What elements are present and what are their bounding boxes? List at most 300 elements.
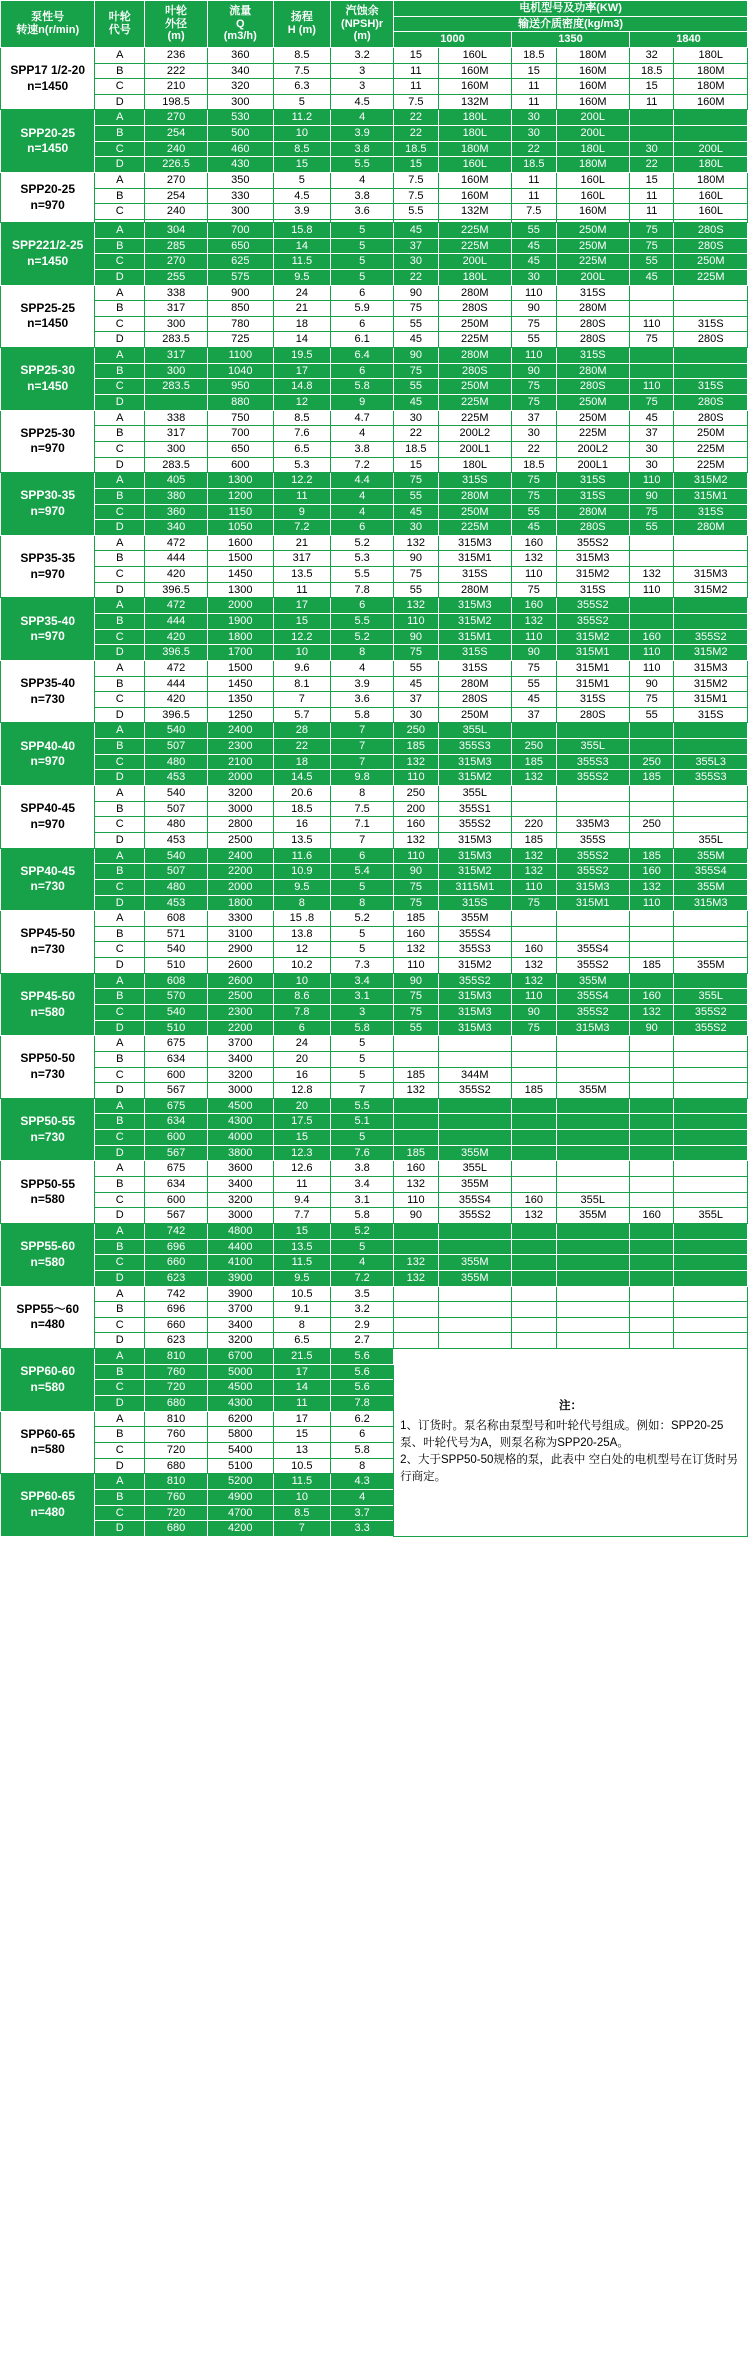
motor-model-1840 (674, 801, 748, 817)
impeller-diameter: 472 (145, 598, 208, 614)
impeller-diameter: 396.5 (145, 582, 208, 598)
motor-model-1000: 225M (438, 238, 511, 254)
npsh-value: 8 (331, 786, 394, 802)
motor-model-1000 (438, 1051, 511, 1067)
head-value: 18 (273, 754, 331, 770)
motor-model-1350: 280S (556, 379, 629, 395)
motor-power-1000 (394, 1286, 439, 1302)
table-row (1, 926, 748, 942)
th-density-title: 输送介质密度(kg/m3) (394, 16, 748, 32)
motor-model-1000: 225M (438, 410, 511, 426)
impeller-diameter: 317 (145, 348, 208, 364)
motor-power-1350: 15 (512, 63, 557, 79)
impeller-code: A (95, 1474, 145, 1490)
motor-model-1000: 315S (438, 660, 511, 676)
impeller-diameter: 810 (145, 1411, 208, 1427)
motor-model-1000: 160M (438, 173, 511, 189)
motor-power-1350: 22 (512, 141, 557, 157)
motor-model-1840: 315M2 (674, 473, 748, 489)
table-row (1, 1098, 748, 1114)
motor-model-1840 (674, 1114, 748, 1130)
table-row (1, 379, 748, 395)
npsh-value: 4 (331, 110, 394, 126)
npsh-value: 4 (331, 1489, 394, 1505)
motor-model-1350: 355S2 (556, 1005, 629, 1021)
motor-power-1350: 132 (512, 613, 557, 629)
npsh-value: 5.2 (331, 1223, 394, 1239)
table-row (1, 1192, 748, 1208)
flow-value: 700 (208, 222, 274, 238)
flow-value: 700 (208, 426, 274, 442)
motor-model-1000: 180L (438, 457, 511, 473)
impeller-code: C (95, 1255, 145, 1271)
motor-model-1840: 355M (674, 958, 748, 974)
flow-value: 3900 (208, 1270, 274, 1286)
head-value: 11 (273, 1396, 331, 1412)
motor-power-1350 (512, 911, 557, 927)
impeller-code: A (95, 173, 145, 189)
motor-power-1000: 37 (394, 692, 439, 708)
impeller-code: A (95, 1161, 145, 1177)
impeller-diameter: 507 (145, 801, 208, 817)
npsh-value: 8 (331, 1458, 394, 1474)
motor-model-1000: 315S (438, 895, 511, 911)
pump-model-name: SPP35-35 (20, 550, 76, 565)
head-value: 9.5 (273, 879, 331, 895)
table-row (1, 895, 748, 911)
motor-power-1000: 132 (394, 535, 439, 551)
motor-power-1840: 55 (629, 254, 674, 270)
motor-power-1840: 30 (629, 141, 674, 157)
th-impeller-diameter-line3: (m) (167, 30, 185, 43)
pump-model-speed: n=730 (30, 1067, 65, 1082)
npsh-value: 3.9 (331, 676, 394, 692)
motor-power-1350: 110 (512, 567, 557, 583)
table-row (1, 1130, 748, 1146)
th-flow (208, 1, 274, 48)
head-value: 17 (273, 1411, 331, 1427)
table-row (1, 707, 748, 723)
motor-model-1350 (556, 1270, 629, 1286)
table-row (1, 582, 748, 598)
flow-value: 3800 (208, 1145, 274, 1161)
motor-power-1350 (512, 1067, 557, 1083)
flow-value: 4700 (208, 1505, 274, 1521)
motor-power-1000: 250 (394, 786, 439, 802)
impeller-diameter: 444 (145, 613, 208, 629)
impeller-code: A (95, 410, 145, 426)
impeller-diameter: 675 (145, 1098, 208, 1114)
motor-model-1350: 160L (556, 173, 629, 189)
motor-power-1000: 30 (394, 254, 439, 270)
motor-power-1350: 185 (512, 1083, 557, 1099)
flow-value: 3400 (208, 1317, 274, 1333)
npsh-value: 3.8 (331, 441, 394, 457)
motor-power-1840 (629, 1051, 674, 1067)
motor-model-1840: 315S (674, 379, 748, 395)
motor-power-1350: 132 (512, 551, 557, 567)
impeller-code: C (95, 629, 145, 645)
motor-power-1840 (629, 1317, 674, 1333)
th-density-1350: 1350 (512, 32, 630, 48)
motor-power-1840: 185 (629, 958, 674, 974)
motor-model-1000: 315M3 (438, 832, 511, 848)
flow-value: 300 (208, 204, 274, 220)
impeller-diameter: 567 (145, 1208, 208, 1224)
flow-value: 4500 (208, 1380, 274, 1396)
npsh-value: 3.7 (331, 1505, 394, 1521)
impeller-diameter: 300 (145, 441, 208, 457)
motor-model-1350: 355S2 (556, 613, 629, 629)
head-value: 13.5 (273, 832, 331, 848)
impeller-diameter: 634 (145, 1177, 208, 1193)
npsh-value: 3.5 (331, 1286, 394, 1302)
table-row (1, 1333, 748, 1349)
motor-model-1840 (674, 739, 748, 755)
npsh-value: 5 (331, 269, 394, 285)
head-value: 11.5 (273, 254, 331, 270)
motor-model-1000: 160M (438, 79, 511, 95)
impeller-code: B (95, 676, 145, 692)
motor-power-1350: 160 (512, 1192, 557, 1208)
npsh-value: 3.2 (331, 47, 394, 63)
npsh-value: 4 (331, 504, 394, 520)
table-row (1, 1270, 748, 1286)
pump-model-cell (1, 1036, 95, 1099)
flow-value: 3200 (208, 1333, 274, 1349)
impeller-diameter: 760 (145, 1364, 208, 1380)
motor-model-1350: 250M (556, 410, 629, 426)
motor-power-1840: 110 (629, 316, 674, 332)
npsh-value: 2.9 (331, 1317, 394, 1333)
motor-model-1840 (674, 551, 748, 567)
impeller-code: D (95, 1270, 145, 1286)
motor-model-1840: 250M (674, 426, 748, 442)
pump-model-name: SPP20-25 (20, 125, 76, 140)
head-value: 17 (273, 363, 331, 379)
table-row (1, 832, 748, 848)
flow-value: 1050 (208, 520, 274, 536)
impeller-diameter: 608 (145, 911, 208, 927)
motor-power-1840 (629, 598, 674, 614)
table-row (1, 285, 748, 301)
motor-model-1000: 315M1 (438, 629, 511, 645)
pump-model-speed: n=730 (30, 691, 65, 706)
motor-power-1350: 55 (512, 332, 557, 348)
npsh-value: 7 (331, 754, 394, 770)
motor-model-1000: 160L (438, 157, 511, 173)
head-value: 28 (273, 723, 331, 739)
impeller-diameter: 567 (145, 1145, 208, 1161)
motor-model-1000: 180L (438, 126, 511, 142)
npsh-value: 6 (331, 848, 394, 864)
motor-power-1000: 185 (394, 739, 439, 755)
impeller-diameter: 360 (145, 504, 208, 520)
head-value: 6.3 (273, 79, 331, 95)
impeller-diameter: 480 (145, 754, 208, 770)
motor-model-1000: 280S (438, 363, 511, 379)
table-row (1, 94, 748, 110)
note-line-1: 1、订货时。泵名称由泵型号和叶轮代号组成。例如：SPP20-25泵、叶轮代号为A，则泵名称为SPP20-25A。 (400, 1419, 724, 1449)
npsh-value: 7 (331, 739, 394, 755)
table-row (1, 47, 748, 63)
motor-power-1000: 132 (394, 1083, 439, 1099)
table-row (1, 1239, 748, 1255)
motor-power-1840 (629, 110, 674, 126)
flow-value: 2400 (208, 848, 274, 864)
table-row (1, 676, 748, 692)
impeller-code: B (95, 1364, 145, 1380)
pump-model-name: SPP55～60 (16, 1301, 80, 1316)
motor-model-1840 (674, 1036, 748, 1052)
npsh-value: 5.5 (331, 157, 394, 173)
table-row (1, 535, 748, 551)
motor-model-1350: 280S (556, 332, 629, 348)
head-value: 15.8 (273, 222, 331, 238)
motor-power-1840: 11 (629, 204, 674, 220)
flow-value: 3700 (208, 1036, 274, 1052)
pump-model-name: SPP35-40 (20, 613, 76, 628)
impeller-code: D (95, 770, 145, 786)
npsh-value: 5.8 (331, 1020, 394, 1036)
motor-power-1000: 132 (394, 1270, 439, 1286)
motor-power-1350: 30 (512, 426, 557, 442)
th-impeller-code (95, 1, 145, 48)
pump-model-cell (1, 1286, 95, 1349)
motor-model-1350: 160M (556, 94, 629, 110)
motor-power-1840: 160 (629, 1208, 674, 1224)
motor-power-1840: 160 (629, 864, 674, 880)
motor-model-1350: 160L (556, 188, 629, 204)
motor-power-1840 (629, 535, 674, 551)
npsh-value: 6.4 (331, 348, 394, 364)
impeller-diameter: 304 (145, 222, 208, 238)
th-impeller-diameter-line2: 外径 (165, 17, 188, 30)
impeller-diameter: 270 (145, 173, 208, 189)
npsh-value: 7.8 (331, 582, 394, 598)
pump-model-name: SPP35-40 (20, 676, 76, 691)
npsh-value: 4 (331, 426, 394, 442)
motor-power-1350: 45 (512, 254, 557, 270)
motor-power-1000: 90 (394, 629, 439, 645)
table-row (1, 157, 748, 173)
motor-power-1000: 75 (394, 895, 439, 911)
motor-model-1000: 315M3 (438, 1005, 511, 1021)
table-row (1, 188, 748, 204)
motor-model-1840 (674, 613, 748, 629)
table-row (1, 817, 748, 833)
impeller-code: D (95, 895, 145, 911)
impeller-diameter: 444 (145, 551, 208, 567)
table-row (1, 1177, 748, 1193)
impeller-code: B (95, 238, 145, 254)
motor-model-1000 (438, 1239, 511, 1255)
impeller-code: B (95, 926, 145, 942)
impeller-diameter: 198.5 (145, 94, 208, 110)
motor-power-1840 (629, 1067, 674, 1083)
impeller-diameter: 420 (145, 567, 208, 583)
flow-value: 1450 (208, 567, 274, 583)
pump-model-speed: n=1450 (27, 253, 69, 268)
motor-power-1000: 22 (394, 110, 439, 126)
impeller-diameter: 571 (145, 926, 208, 942)
flow-value: 2600 (208, 973, 274, 989)
motor-model-1000: 355M (438, 911, 511, 927)
motor-power-1350 (512, 1130, 557, 1146)
motor-power-1000: 45 (394, 222, 439, 238)
npsh-value: 3 (331, 63, 394, 79)
npsh-value: 7 (331, 1083, 394, 1099)
flow-value: 4000 (208, 1130, 274, 1146)
motor-power-1000 (394, 1317, 439, 1333)
flow-value: 3200 (208, 786, 274, 802)
th-flow-line3: (m3/h) (223, 30, 257, 43)
impeller-diameter: 600 (145, 1192, 208, 1208)
motor-power-1840: 30 (629, 457, 674, 473)
impeller-code: A (95, 473, 145, 489)
motor-power-1000: 90 (394, 1208, 439, 1224)
npsh-value: 5.2 (331, 911, 394, 927)
motor-power-1840: 75 (629, 395, 674, 411)
motor-power-1000: 132 (394, 942, 439, 958)
table-row (1, 692, 748, 708)
head-value: 16 (273, 1067, 331, 1083)
motor-model-1840: 280S (674, 395, 748, 411)
motor-power-1840: 132 (629, 567, 674, 583)
flow-value: 650 (208, 441, 274, 457)
motor-model-1000 (438, 1333, 511, 1349)
pump-model-name: SPP25-25 (20, 300, 76, 315)
motor-power-1000: 185 (394, 911, 439, 927)
head-value: 14 (273, 332, 331, 348)
th-npsh-line2: (NPSH)r (341, 17, 384, 30)
motor-model-1350 (556, 723, 629, 739)
impeller-diameter: 680 (145, 1396, 208, 1412)
npsh-value: 4.4 (331, 473, 394, 489)
motor-model-1840: 315M3 (674, 660, 748, 676)
motor-power-1350: 75 (512, 1020, 557, 1036)
table-row (1, 316, 748, 332)
head-value: 8.5 (273, 47, 331, 63)
motor-model-1000: 355S2 (438, 1083, 511, 1099)
head-value: 21 (273, 301, 331, 317)
motor-model-1840 (674, 1098, 748, 1114)
th-impeller-code-line1: 叶轮 (108, 11, 131, 24)
npsh-value: 5.6 (331, 1364, 394, 1380)
head-value: 14.8 (273, 379, 331, 395)
motor-model-1000: 315M3 (438, 598, 511, 614)
flow-value: 3400 (208, 1177, 274, 1193)
table-row (1, 754, 748, 770)
impeller-diameter: 285 (145, 238, 208, 254)
head-value: 18.5 (273, 801, 331, 817)
impeller-code: A (95, 285, 145, 301)
th-npsh-line3: (m) (353, 30, 371, 43)
impeller-diameter: 675 (145, 1036, 208, 1052)
motor-model-1840: 280S (674, 238, 748, 254)
motor-model-1350 (556, 1145, 629, 1161)
table-row (1, 63, 748, 79)
npsh-value: 9 (331, 395, 394, 411)
motor-power-1350: 30 (512, 110, 557, 126)
motor-power-1000: 75 (394, 645, 439, 661)
motor-power-1000: 132 (394, 598, 439, 614)
motor-power-1350: 110 (512, 285, 557, 301)
motor-model-1840 (674, 285, 748, 301)
npsh-value: 3.4 (331, 1177, 394, 1193)
motor-power-1000: 90 (394, 285, 439, 301)
motor-power-1840: 90 (629, 1020, 674, 1036)
table-row (1, 598, 748, 614)
pump-model-speed: n=970 (30, 197, 65, 212)
flow-value: 1900 (208, 613, 274, 629)
motor-model-1350: 315M1 (556, 645, 629, 661)
motor-model-1350: 280S (556, 520, 629, 536)
table-row (1, 1020, 748, 1036)
impeller-code: A (95, 973, 145, 989)
note-line-2: 2、大于SPP50-50规格的泵，此表中 空白处的电机型号在订货时另行商定。 (400, 1454, 739, 1484)
impeller-code: A (95, 786, 145, 802)
table-row (1, 645, 748, 661)
flow-value: 2300 (208, 739, 274, 755)
impeller-diameter: 283.5 (145, 457, 208, 473)
head-value: 15 (273, 1223, 331, 1239)
motor-model-1000: 315M3 (438, 535, 511, 551)
motor-power-1840: 15 (629, 79, 674, 95)
impeller-diameter: 283.5 (145, 332, 208, 348)
motor-model-1840: 160M (674, 94, 748, 110)
pump-model-speed: n=1450 (27, 316, 69, 331)
impeller-code: B (95, 989, 145, 1005)
npsh-value: 5.5 (331, 1098, 394, 1114)
npsh-value: 5.3 (331, 551, 394, 567)
npsh-value: 5 (331, 1130, 394, 1146)
table-row (1, 126, 748, 142)
motor-power-1840 (629, 126, 674, 142)
npsh-value: 5 (331, 222, 394, 238)
motor-power-1840 (629, 1192, 674, 1208)
motor-model-1000 (438, 1036, 511, 1052)
table-row (1, 1067, 748, 1083)
pump-model-cell (1, 285, 95, 348)
motor-model-1840: 180L (674, 47, 748, 63)
pump-model-speed: n=1450 (27, 78, 69, 93)
npsh-value: 8 (331, 645, 394, 661)
motor-model-1840: 280S (674, 332, 748, 348)
flow-value: 500 (208, 126, 274, 142)
table-row (1, 269, 748, 285)
motor-model-1350: 355L (556, 1192, 629, 1208)
motor-model-1840 (674, 942, 748, 958)
impeller-diameter: 634 (145, 1114, 208, 1130)
flow-value: 320 (208, 79, 274, 95)
motor-model-1350: 280M (556, 363, 629, 379)
motor-power-1350 (512, 786, 557, 802)
head-value: 12.8 (273, 1083, 331, 1099)
motor-model-1000: 280M (438, 676, 511, 692)
pump-model-cell (1, 911, 95, 974)
impeller-diameter: 317 (145, 301, 208, 317)
motor-model-1840 (674, 926, 748, 942)
th-impeller-code-line2: 代号 (108, 23, 131, 36)
motor-model-1840 (674, 1145, 748, 1161)
impeller-diameter: 283.5 (145, 379, 208, 395)
th-npsh (331, 1, 394, 48)
motor-power-1350 (512, 1239, 557, 1255)
motor-power-1350: 37 (512, 707, 557, 723)
motor-power-1000: 45 (394, 676, 439, 692)
npsh-value: 4 (331, 1255, 394, 1271)
